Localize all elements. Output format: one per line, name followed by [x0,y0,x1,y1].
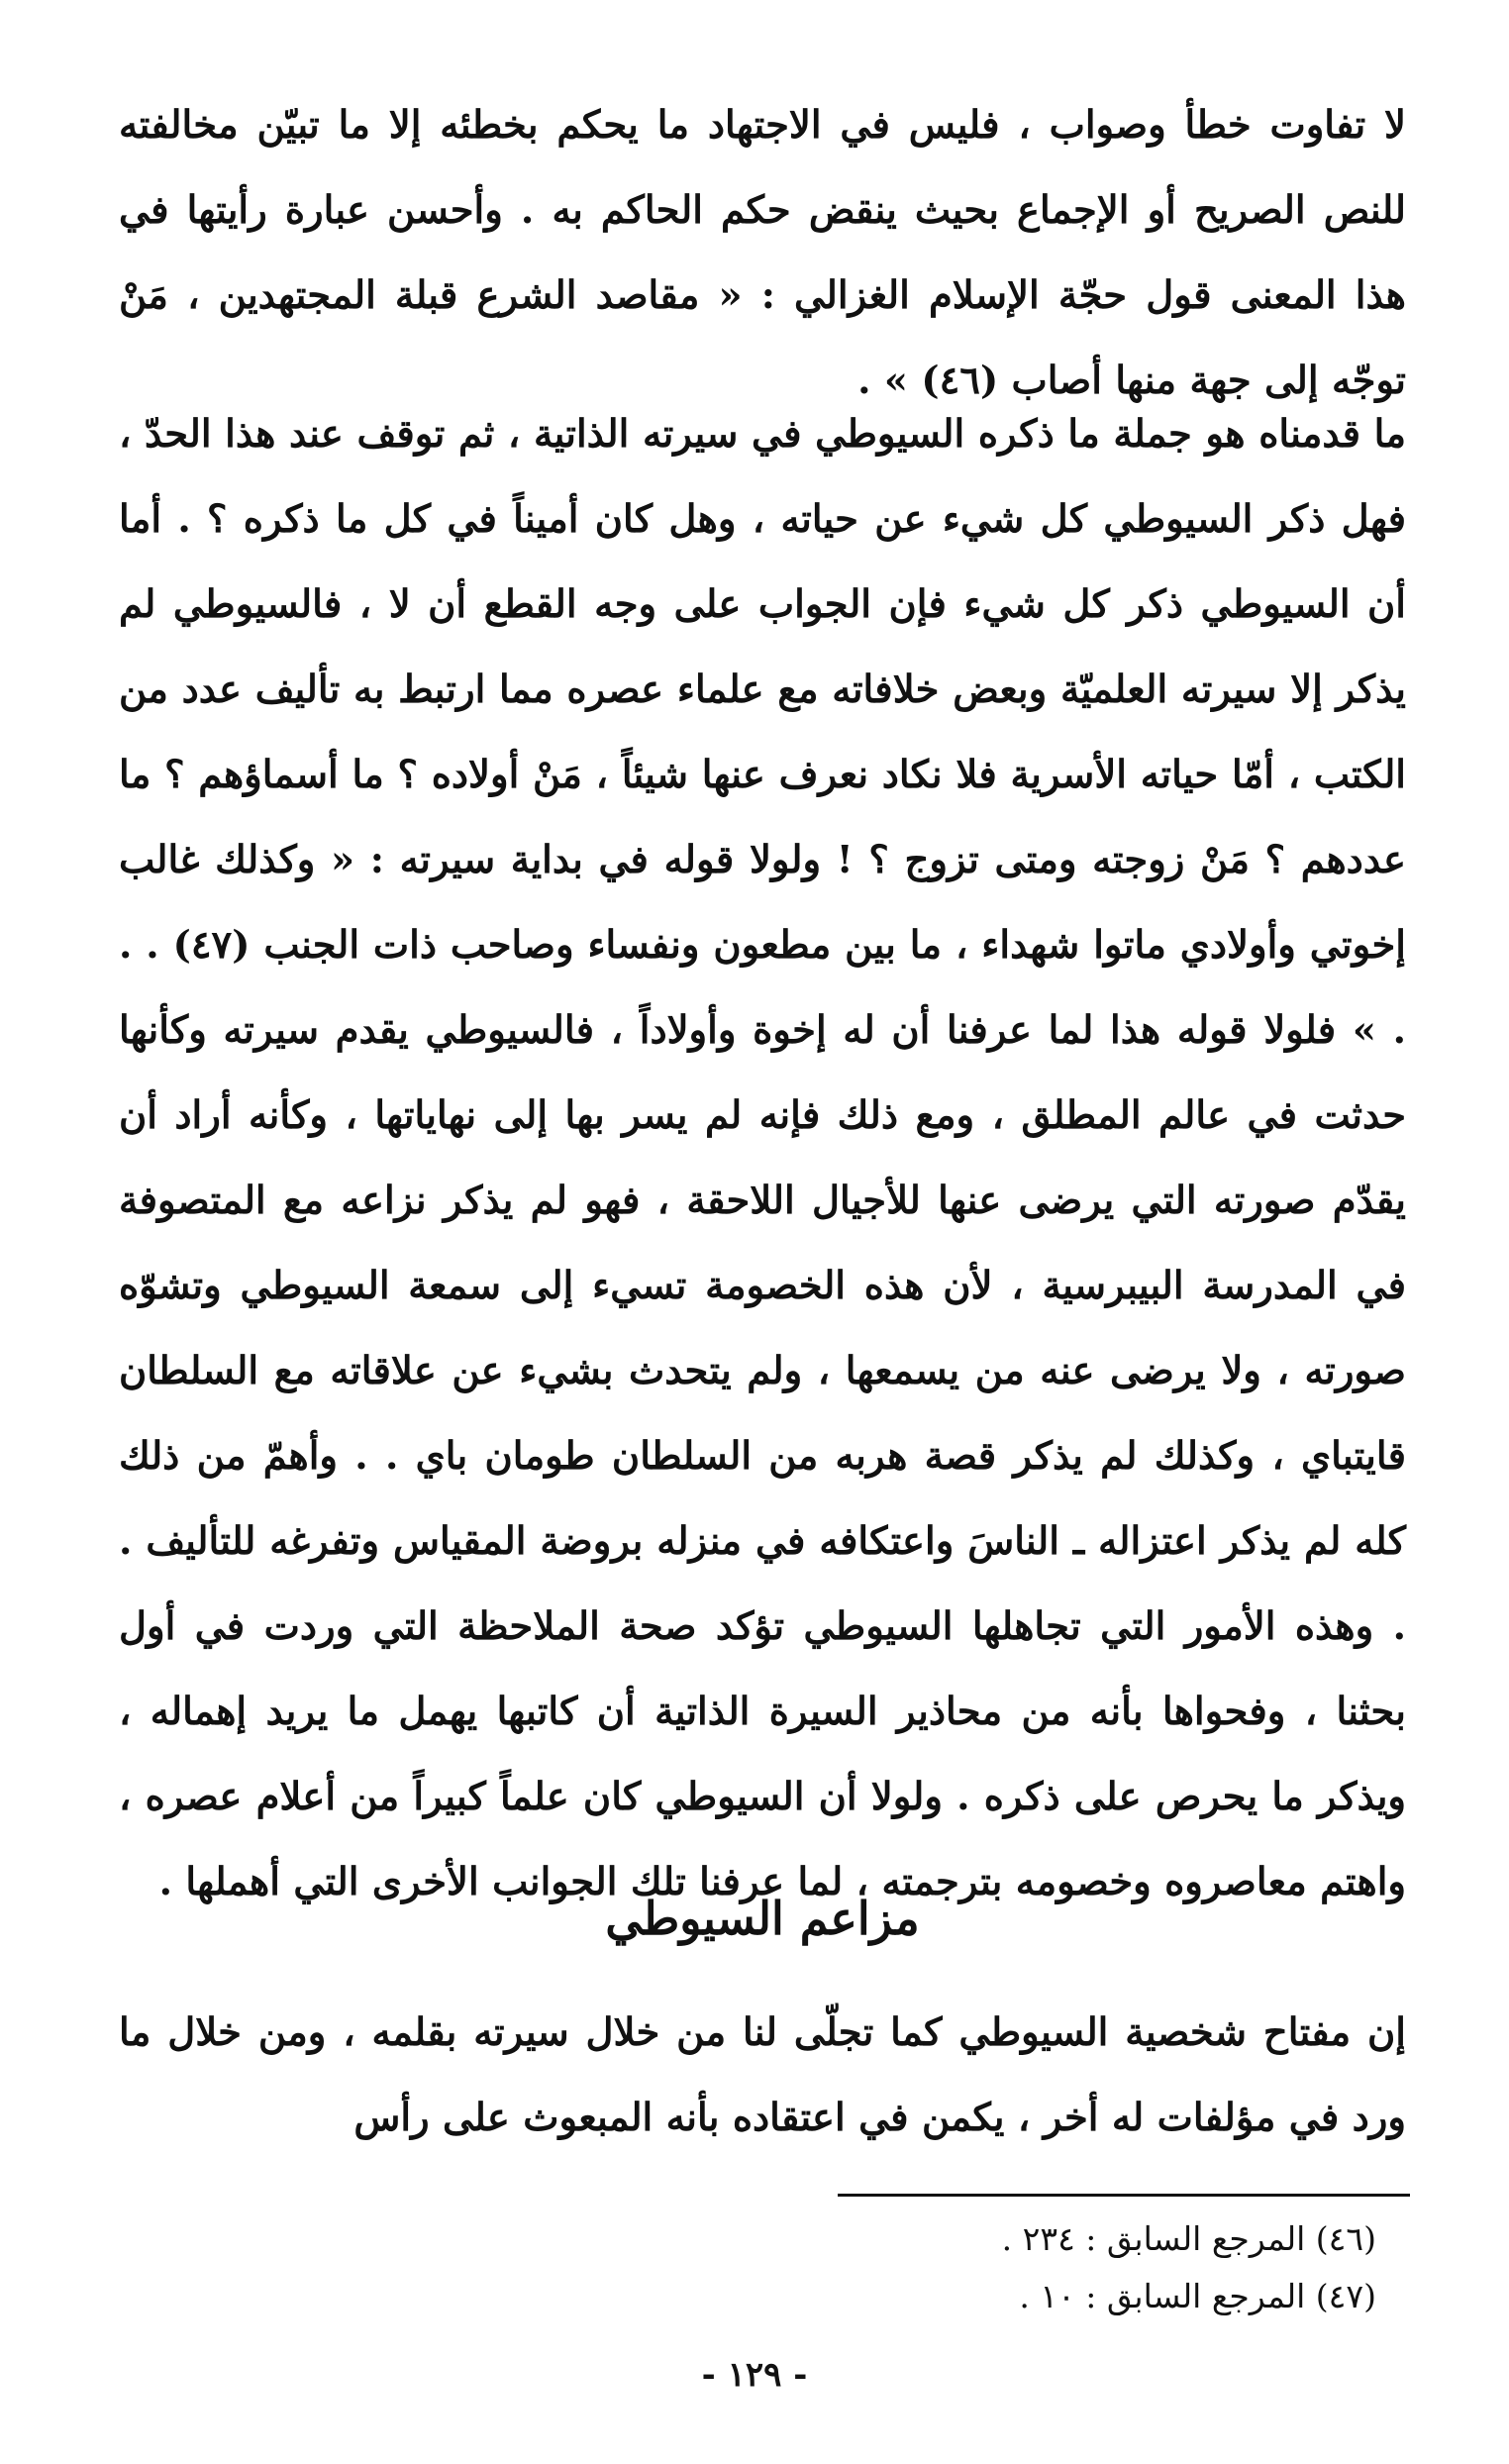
paragraph-1-text: لا تفاوت خطأ وصواب ، فليس في الاجتهاد ما يحكم بخطئه إلا ما تبيّن مخالفته للنص الصريح أو الإجماع بحيث ينقض حكم الحاكم به . وأحسن عبارة رأيتها في هذا المعنى قول حجّة الإسلام الغزالي : « مقاصد الشرع قبلة المجتهدين ، مَنْ توجّه إلى جهة منها أصاب (٤٦) » . [119,103,1406,403]
footnotes [594,2210,1376,2325]
page-number: - ١٢٩ - [701,2355,808,2395]
paragraph-3 [119,1991,1406,2161]
footnote-47 [594,2268,1376,2325]
paragraph-3-text: إن مفتاح شخصية السيوطي كما تجلّى لنا من خلال سيرته بقلمه ، ومن خلال ما ورد في مؤلفات له أخر ، يكمن في اعتقاده بأنه المبعوث على رأس [119,2010,1406,2140]
section-heading: مزاعم السيوطي [605,1892,920,1945]
paragraph-2-text: ما قدمناه هو جملة ما ذكره السيوطي في سيرته الذاتية ، ثم توقف عند هذا الحدّ ، فهل ذكر السيوطي كل شيء عن حياته ، وهل كان أميناً في كل ما ذكره ؟ . أما أن السيوطي ذكر كل شيء فإن الجواب على وجه القطع أن لا ، فالسيوطي لم يذكر إلا سيرته العلميّة وبعض خلافاته مع علماء عصره مما ارتبط به تأليف عدد من الكتب ، أمّا حياته الأسرية فلا نكاد نعرف عنها شيئاً ، مَنْ أولاده ؟ ما أسماؤهم ؟ ما عددهم ؟ مَنْ زوجته ومتى تزوج ؟ ! ولولا قوله في بداية سيرته : « وكذلك غالب إخوتي وأولادي ماتوا شهداء ، ما بين مطعون ونفساء وصاحب ذات الجنب (٤٧) . . . » فلولا قوله هذا لما عرفنا أن له إخوة وأولاداً ، فالسيوطي يقدم سيرته وكأنها حدثت في عالم المطلق ، ومع ذلك فإنه لم يسر بها إلى نهاياتها ، وكأنه أراد أن يقدّم صورته التي يرضى عنها للأجيال اللاحقة ، فهو لم يذكر نزاعه مع المتصوفة في المدرسة البيبرسية ، لأن هذه الخصومة تسيء إلى سمعة السيوطي وتشوّه صورته ، ولا يرضى عنه من يسمعها ، ولم يتحدث بشيء عن علاقاته مع السلطان قايتباي ، وكذلك لم يذكر قصة هربه من السلطان طومان باي . . وأهمّ من ذلك كله لم يذكر اعتزاله ـ الناسَ واعتكافه في منزله بروضة المقياس وتفرغه للتأليف . . وهذه الأمور التي تجاهلها السيوطي تؤكد صحة الملاحظة التي وردت في أول بحثنا ، وفحواها بأنه من محاذير السيرة الذاتية أن كاتبها يهمل ما يريد إهماله ، ويذكر ما يحرص على ذكره . ولولا أن السيوطي كان علماً كبيراً من أعلام عصره ، واهتم معاصروه وخصومه بترجمته ، لما عرفنا تلك الجوانب الأخرى التي أهملها . [119,412,1406,1904]
footnote-46-marker: (٤٦) [1315,2219,1376,2258]
footnote-46-text: المرجع السابق : ٢٣٤ . [1001,2219,1306,2258]
footnote-divider [838,2194,1410,2197]
section-heading-wrap [119,1874,1406,1963]
footnote-46 [594,2210,1376,2268]
paragraph-1 [119,83,1406,424]
footnote-47-marker: (٤٧) [1315,2277,1376,2315]
paragraph-2 [119,392,1406,1925]
footnote-47-text: المرجع السابق : ١٠ . [1019,2277,1306,2315]
